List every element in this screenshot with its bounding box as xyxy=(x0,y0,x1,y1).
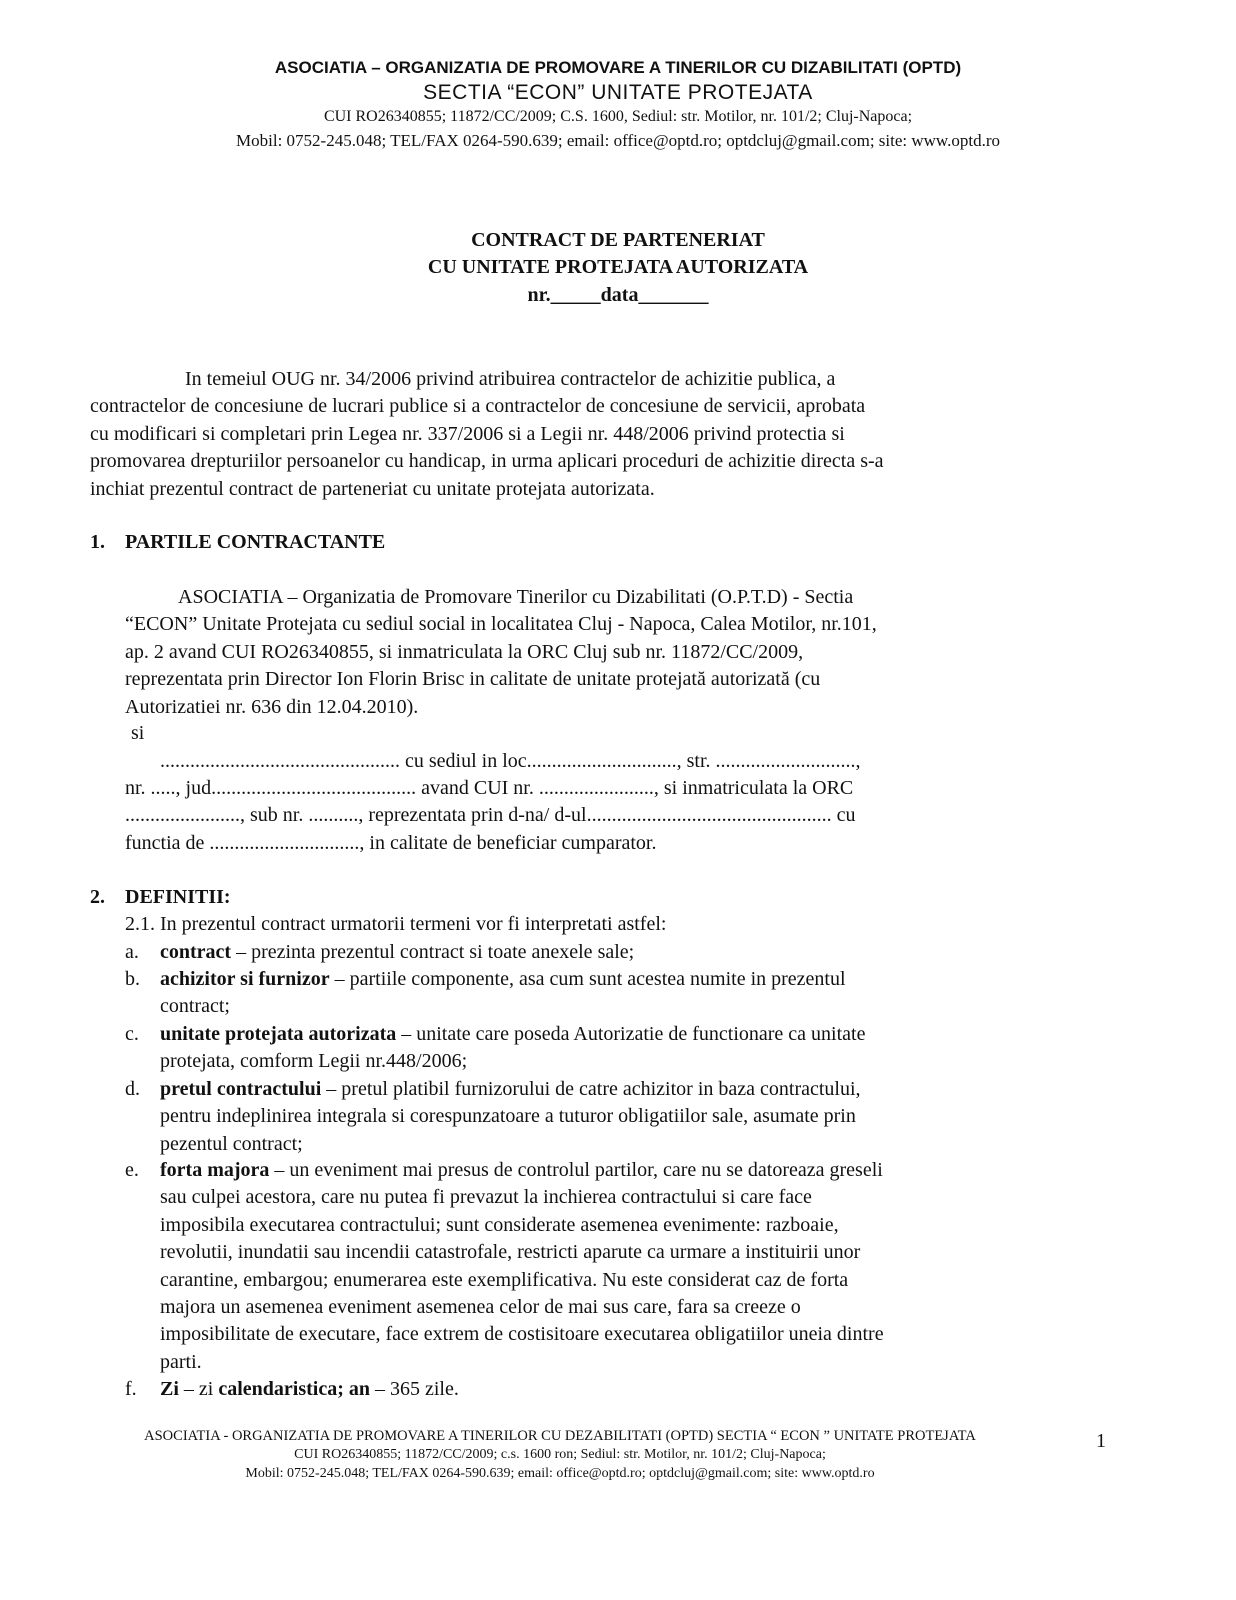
list-marker: d. xyxy=(125,1078,140,1100)
section-1-heading: PARTILE CONTRACTANTE xyxy=(125,531,386,553)
footer-org-name: ASOCIATIA - ORGANIZATIA DE PROMOVARE A TINERILOR CU DEZABILITATI (OPTD) SECTIA “ ECON ” UNITATE PROTEJATA xyxy=(144,1428,976,1444)
intro-paragraph: In temeiul OUG nr. 34/2006 privind atribuirea contractelor de achizitie publica, a contractelor de concesiune de lucrari publice si a contractelor de concesiune de servicii, aprobata cu modificari si completari prin Legea nr. 337/2006 si a Legii nr. 448/2006 privind protectia si promovarea drepturiilor persoanelor cu handicap, in urma aplicari proceduri de achizitie directa s-a inchiat prezentul contract de parteneriat cu unitate protejata autorizata. xyxy=(90,368,884,500)
definition-text: – unitate care poseda Autorizatie de functionare ca unitate protejata, comform Legii nr.448/2006; xyxy=(160,1023,866,1073)
definition-item-c xyxy=(125,1021,1025,1076)
letterhead-org-name: ASOCIATIA – ORGANIZATIA DE PROMOVARE A TINERILOR CU DIZABILITATI (OPTD) xyxy=(274,58,962,77)
title-line-1: CONTRACT DE PARTENERIAT xyxy=(471,229,765,251)
party-2-blank-fields: nr. ....., jud......................................... avand CUI nr. ......................., si inmatriculata la ORC ......................., sub nr. .........., reprezentata prin d-na/ d-ul................................................. cu functia de .............................., in calitate de beneficiar cumparator. xyxy=(125,777,856,854)
definitions-intro: 2.1. In prezentul contract urmatorii termeni vor fi interpretati astfel: xyxy=(125,913,667,935)
definition-text: – prezinta prezentul contract si toate anexele sale; xyxy=(231,941,635,963)
definition-item-b xyxy=(125,966,1025,1021)
definition-term: Zi xyxy=(160,1378,179,1400)
section-1-number: 1. xyxy=(90,531,105,553)
footer-registration: CUI RO26340855; 11872/CC/2009; c.s. 1600 ron; Sediul: str. Motilor, nr. 101/2; Cluj-Napoca; xyxy=(294,1447,826,1462)
list-marker: a. xyxy=(125,941,139,963)
definition-text: – zi xyxy=(178,1378,219,1400)
list-marker: f. xyxy=(125,1378,137,1400)
definition-item-f xyxy=(125,1376,1025,1403)
definition-text: – partiile componente, asa cum sunt acestea numite in prezentul contract; xyxy=(160,968,846,1018)
definition-term: pretul contractului xyxy=(160,1078,322,1100)
title-number-date: nr._____data_______ xyxy=(527,284,709,306)
definition-text: – un eveniment mai presus de controlul partilor, care nu se datoreaza greseli sau culpei acestora, care nu putea fi prevazut la inchierea contractului si care face imposibila executarea contractului; sunt considerate asemenea evenimente: razboaie, revolutii, inundatii sau incendii catastrofale, restricti aparute ca urmare a instituirii unor carantine, embargou; enumerarea este exemplificativa. Nu este considerat caz de forta majora un asemenea eveniment asemenea celor de mai sus care, fara sa creeze o imposibilitate de executare, face extrem de costisitoare executarea obligatiilor uneia dintre parti. xyxy=(160,1159,884,1373)
letterhead-section-name: SECTIA “ECON” UNITATE PROTEJATA xyxy=(423,81,813,104)
section-2-heading: DEFINITII: xyxy=(125,886,231,908)
definition-text: – pretul platibil furnizorului de catre achizitor in baza contractului, pentru indeplinirea integrala si corespunzatoare a tuturor obligatiilor sale, asumate prin pezentul contract; xyxy=(160,1078,861,1155)
letterhead-registration: CUI RO26340855; 11872/CC/2009; C.S. 1600, Sediul: str. Motilor, nr. 101/2; Cluj-Napoca; xyxy=(323,108,913,125)
list-marker: e. xyxy=(125,1159,139,1181)
footer-contact: Mobil: 0752-245.048; TEL/FAX 0264-590.639; email: office@optd.ro; optdcluj@gmail.com; site: www.optd.ro xyxy=(245,1466,875,1481)
list-marker: c. xyxy=(125,1023,139,1045)
definition-term: achizitor si furnizor xyxy=(160,968,330,990)
party-2-blank-line-1: ................................................ cu sediul in loc.............................., str. ............................, xyxy=(160,750,861,772)
letterhead-contact: Mobil: 0752-245.048; TEL/FAX 0264-590.639; email: office@optd.ro; optdcluj@gmail.com; site: www.optd.ro xyxy=(236,131,1000,150)
definition-item-d xyxy=(125,1076,1025,1158)
conjunction-si: si xyxy=(131,722,145,744)
section-2-number: 2. xyxy=(90,886,105,908)
definition-term: calendaristica; an xyxy=(218,1378,370,1400)
party-1-details: ASOCIATIA – Organizatia de Promovare Tinerilor cu Dizabilitati (O.P.T.D) - Sectia “ECON” Unitate Protejata cu sediul social in localitatea Cluj - Napoca, Calea Motilor, nr.101, ap. 2 avand CUI RO26340855, si inmatriculata la ORC Cluj sub nr. 11872/CC/2009, reprezentata prin Director Ion Florin Brisc in calitate de unitate protejată autorizată (cu Autorizatiei nr. 636 din 12.04.2010). xyxy=(125,586,877,718)
definition-item-a xyxy=(125,939,1025,966)
definition-term: contract xyxy=(160,941,232,963)
page-number: 1 xyxy=(1096,1430,1106,1452)
title-line-2: CU UNITATE PROTEJATA AUTORIZATA xyxy=(427,256,809,278)
definition-term: unitate protejata autorizata xyxy=(160,1023,397,1045)
definition-text: – 365 zile. xyxy=(370,1378,459,1400)
definition-term: forta majora xyxy=(160,1159,270,1181)
list-marker: b. xyxy=(125,968,140,990)
definition-item-e xyxy=(125,1157,1025,1376)
